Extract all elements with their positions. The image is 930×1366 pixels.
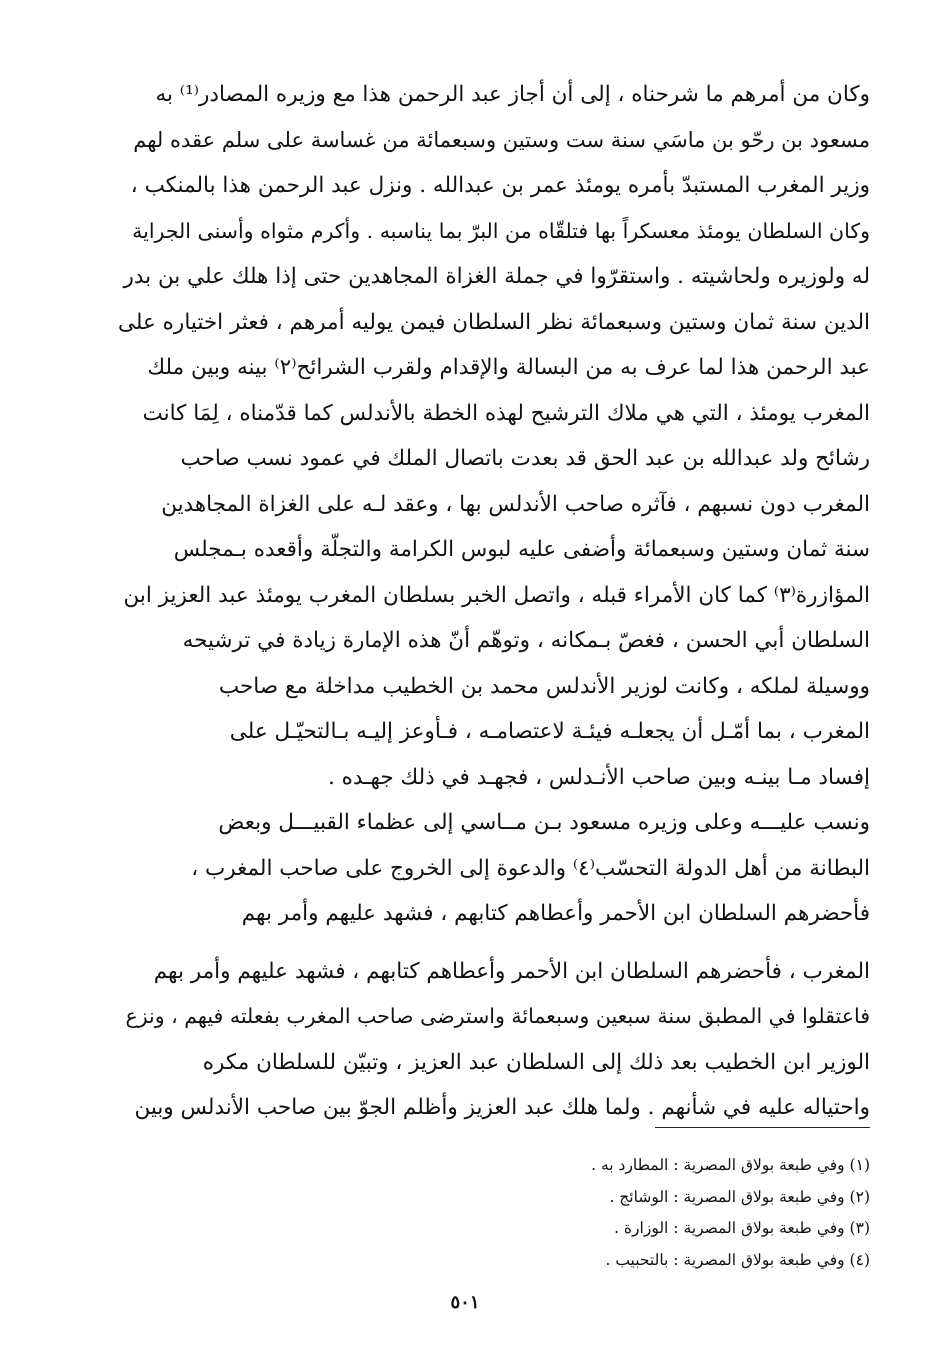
text-line: المغرب ، فأحضرهم السلطان ابن الأحمر وأعطاهم كتابهم ، فشهد عليهم وأمر بهم <box>153 958 870 984</box>
footnotes <box>370 1150 870 1276</box>
text-line: المؤازرة⁽٣⁾ كما كان الأمراء قبله ، واتصل الخبر بسلطان المغرب يومئذ عبد العزيز ابن <box>123 582 870 608</box>
text-line: ووسيلة لملكه ، وكانت لوزير الأندلس محمد بن الخطيب مداخلة مع صاحب <box>218 673 870 699</box>
text-line: البطانة من أهل الدولة التحسّب⁽٤⁾ والدعوة إلى الخروج على صاحب المغرب ، <box>191 855 870 881</box>
text-line: إفساد مـا بينـه وبين صاحب الأنـدلس ، فجهـد في ذلك جهـده . <box>328 764 870 790</box>
text-line: السلطان أبي الحسن ، فغصّ بـمكانه ، وتوهّم أنّ هذه الإمارة زيادة في ترشيحه <box>182 628 870 653</box>
text-line: مسعود بن رحّو بن ماسَي سنة ست وستين وسبعمائة من غساسة على سلم عقده لهم <box>133 127 870 152</box>
text-line: الدين سنة ثمان وستين وسبعمائة نظر السلطان فيمن يوليه أمرهم ، فعثر اختياره على <box>117 309 870 335</box>
text-line: ونسب عليـــه وعلى وزيره مسعود بـن مــاسي إلى عظماء القبيـــل وبعض <box>218 810 870 835</box>
footnote: (٤) وفي طبعة بولاق المصرية : بالتحبيب . <box>605 1250 870 1269</box>
text-line: المغرب ، بما أمّـل أن يجعلـه فيئـة لاعتصامـه ، فـأوعز إليـه بـالتحيّـل على <box>229 719 870 744</box>
text-line: فأحضرهم السلطان ابن الأحمر وأعطاهم كتابهم ، فشهد عليهم وأمر بهم <box>241 901 870 926</box>
text-line: وكان من أمرهم ما شرحناه ، إلى أن أجاز عبد الرحمن هذا مع وزيره المصادر⁽¹⁾ به <box>155 82 870 107</box>
text-line: عبد الرحمن هذا لما عرف به من البسالة والإقدام ولقرب الشرائح⁽٢⁾ بينه وبين ملك <box>147 355 870 380</box>
text-line: الوزير ابن الخطيب بعد ذلك إلى السلطان عبد العزيز ، وتبيّن للسلطان مكره <box>202 1049 870 1075</box>
footnote-divider <box>655 1127 870 1128</box>
text-line: وزير المغرب المستبدّ بأمره يومئذ عمر بن عبدالله . ونزل عبد الرحمن هذا بالمنكب ، <box>130 173 870 198</box>
text-line: فاعتقلوا في المطبق سنة سبعين وسبعمائة واسترضى صاحب المغرب بفعلته فيهم ، ونزع <box>125 1004 870 1028</box>
text-line: له ولوزيره ولحاشيته . واستقرّوا في جملة الغزاة المجاهدين حتى إذا هلك علي بن بدر <box>123 264 870 289</box>
footnote: (٢) وفي طبعة بولاق المصرية : الوشائج . <box>609 1187 870 1206</box>
text-line: وكان السلطان يومئذ معسكراً بها فتلقّاه من البرّ بما يناسبه . وأكرم مثواه وأسنى الجراية <box>132 218 870 243</box>
footnote: (١) وفي طبعة بولاق المصرية : المطارد به . <box>591 1156 870 1174</box>
footnote: (٣) وفي طبعة بولاق المصرية : الوزارة . <box>614 1219 870 1237</box>
main-text <box>118 72 870 1131</box>
text-line: رشائح ولد عبدالله بن عبد الحق قد بعدت باتصال الملك في عمود نسب صاحب <box>180 446 870 471</box>
page-number: ٥٠١ <box>450 1292 480 1313</box>
text-line: سنة ثمان وستين وسبعمائة وأضفى عليه لبوس الكرامة والتجلّة وأقعده بـمجلس <box>173 537 870 562</box>
text-line: واحتياله عليه في شأنهم . ولما هلك عبد العزيز وأظلم الجوّ بين صاحب الأندلس وبين <box>134 1095 870 1120</box>
text-line: المغرب دون نسبهم ، فآثره صاحب الأندلس بها ، وعقد لـه على الغزاة المجاهدين <box>161 491 870 517</box>
text-line: المغرب يومئذ ، التي هي ملاك الترشيح لهذه الخطة بالأندلس كما قدّمناه ، لِمَا كانت <box>142 400 870 426</box>
